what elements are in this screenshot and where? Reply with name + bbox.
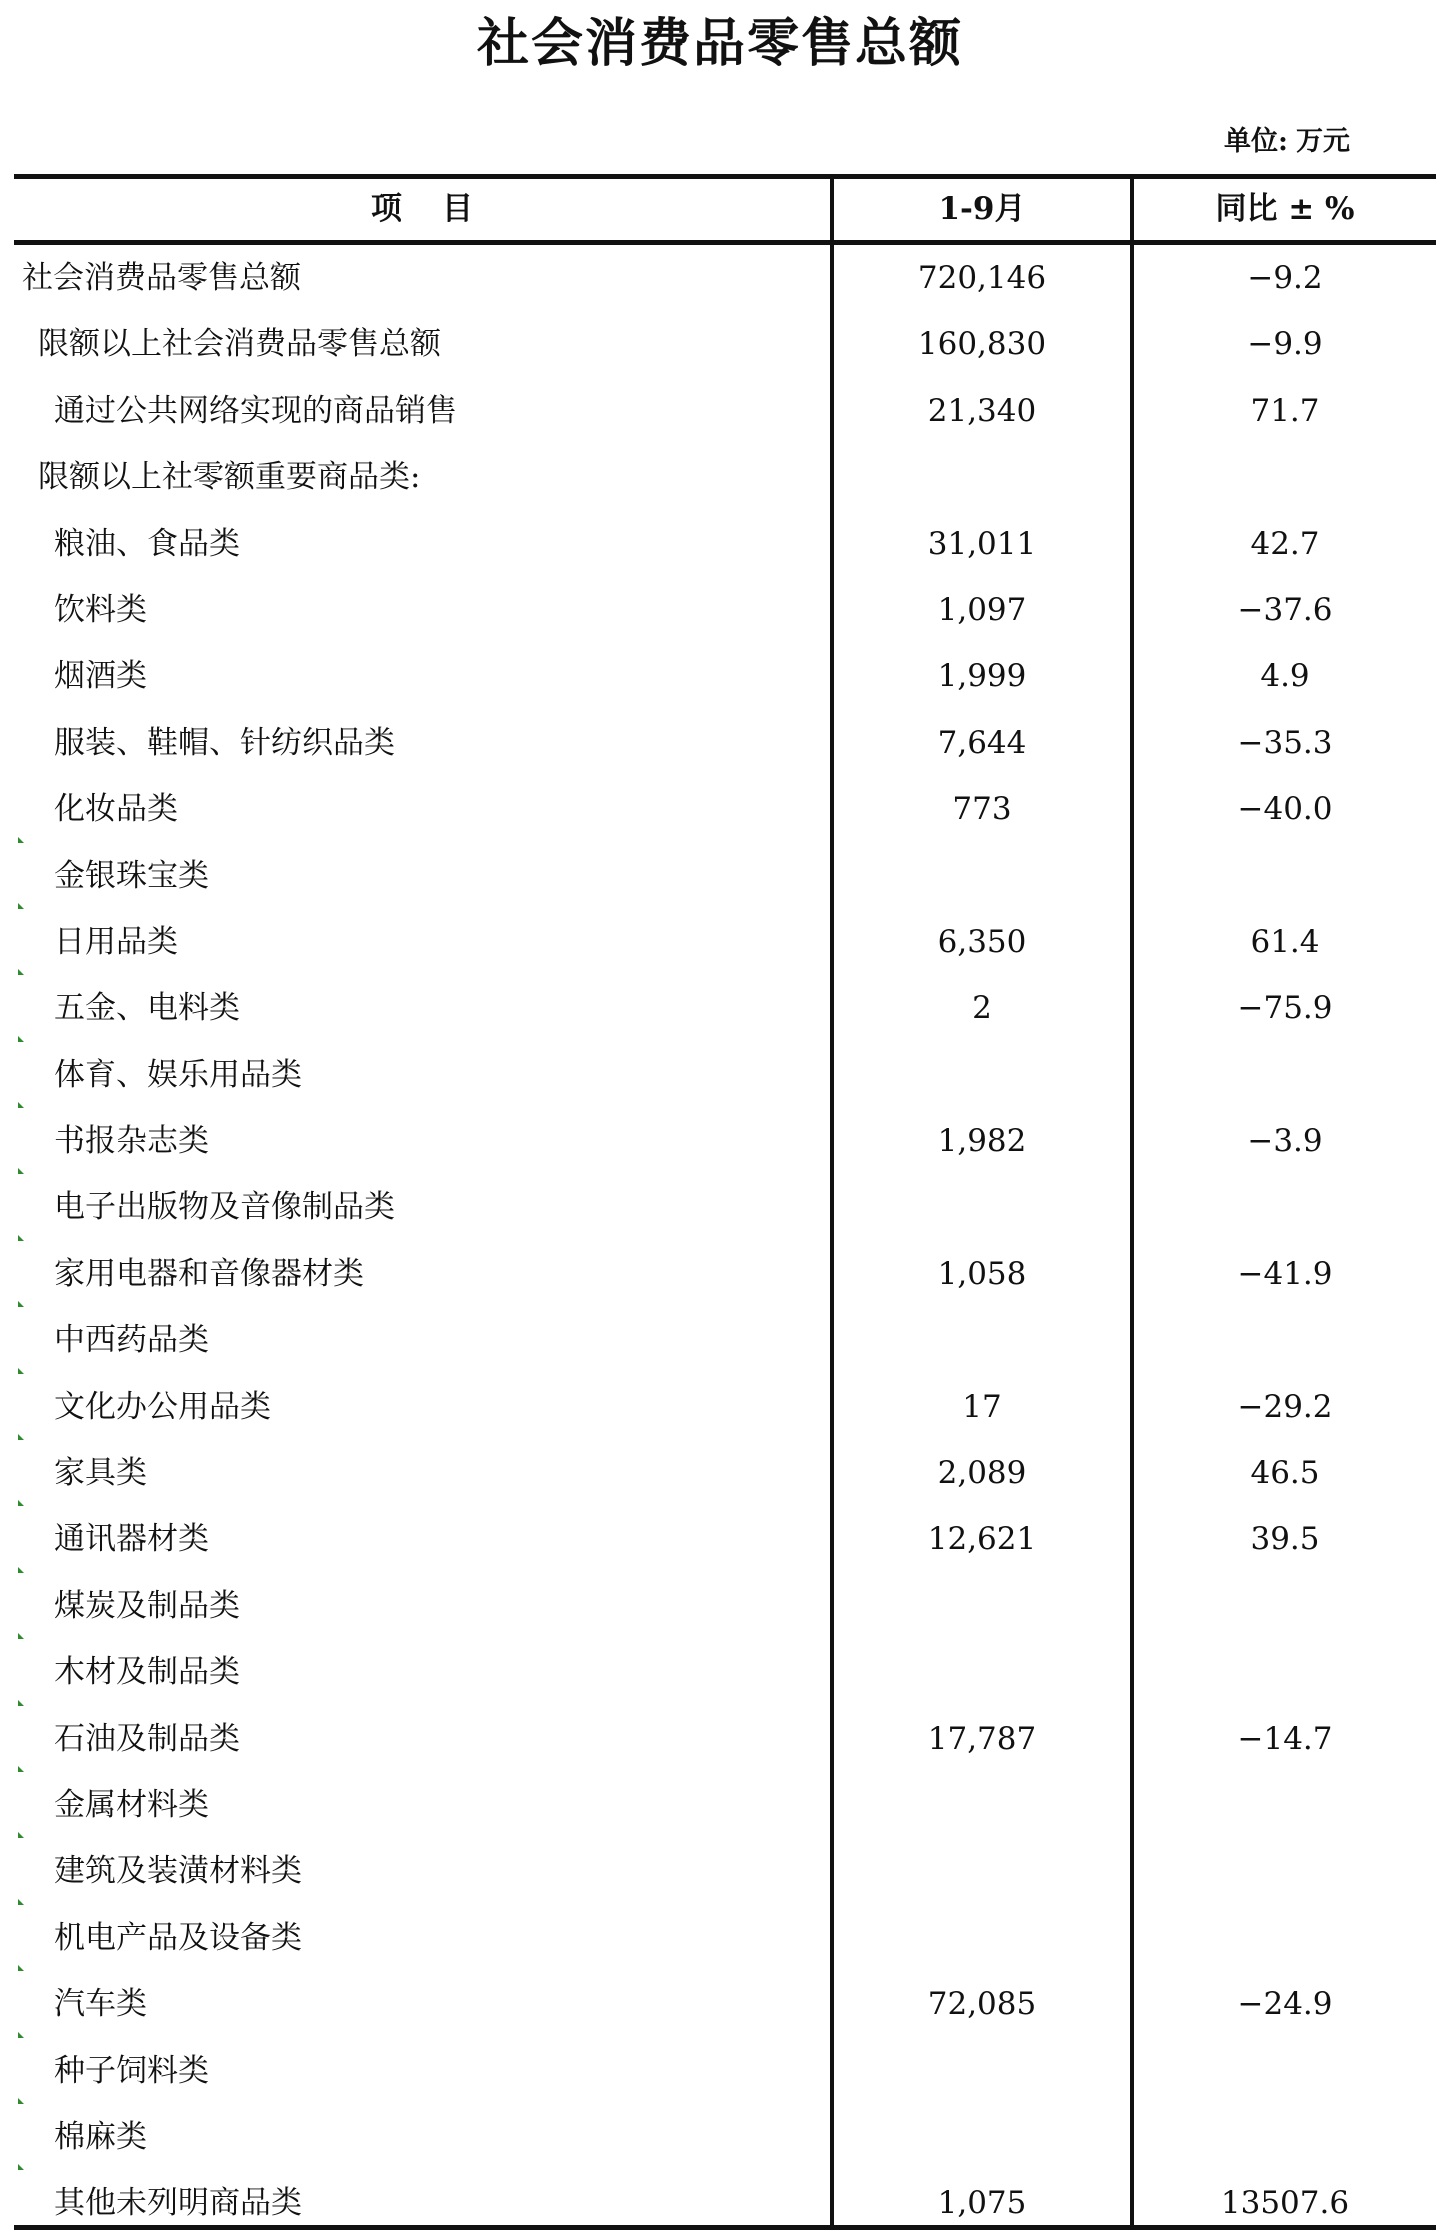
row-period-value: 1,097 [937,591,1027,628]
table-row [14,577,1436,643]
cell-comment-marker-icon [18,1567,24,1573]
row-item-name: 金属材料类 [54,1786,209,1823]
row-yoy-value [1134,1042,1436,1108]
row-yoy-value [1134,1838,1436,1904]
table-header [14,179,1436,245]
row-item-name: 服装、鞋帽、针纺织品类 [54,724,395,761]
row-period-value: 12,621 [927,1521,1037,1558]
row-period-value [834,1573,1130,1639]
table-row [14,1108,1436,1174]
table-row [14,1905,1436,1971]
cell-comment-marker-icon [18,1235,24,1241]
cell-comment-marker-icon [18,837,24,843]
table-row [14,2038,1436,2104]
table-row [14,710,1436,776]
row-yoy-value: −75.9 [1237,990,1333,1027]
row-yoy-value: −3.9 [1247,1123,1323,1160]
table-row [14,511,1436,577]
table-row [14,1440,1436,1506]
row-item-name: 限额以上社零额重要商品类: [38,459,421,496]
cell-comment-marker-icon [18,1899,24,1905]
row-item-name: 体育、娱乐用品类 [54,1056,302,1093]
table-row [14,2104,1436,2170]
row-yoy-value: 61.4 [1250,923,1320,960]
row-item-name: 其他未列明商品类 [54,2185,302,2222]
row-item-name: 烟酒类 [54,658,147,695]
cell-comment-marker-icon [18,1301,24,1307]
row-period-value: 720,146 [917,260,1047,296]
retail-sales-table [14,174,1436,2230]
row-item-name: 电子出版物及音像制品类 [54,1189,395,1226]
row-yoy-value: −14.7 [1237,1720,1333,1757]
row-yoy-value [1134,1639,1436,1705]
unit-value: 万元 [1296,126,1350,157]
table-row [14,909,1436,975]
cell-comment-marker-icon [18,1500,24,1506]
table-row [14,1174,1436,1240]
row-yoy-value: −29.2 [1237,1388,1333,1425]
row-yoy-value [1134,1307,1436,1373]
cell-comment-marker-icon [18,1102,24,1108]
row-item-name: 棉麻类 [54,2118,147,2155]
unit-label: 单位: [1224,126,1288,157]
cell-comment-marker-icon [18,903,24,909]
row-item-name: 限额以上社会消费品零售总额 [38,326,441,363]
row-period-value: 6,350 [937,923,1027,960]
cell-comment-marker-icon [18,1368,24,1374]
row-item-name: 石油及制品类 [54,1720,240,1757]
row-period-value: 2 [972,990,992,1027]
table-row [14,1374,1436,1440]
row-yoy-value: 42.7 [1250,525,1320,562]
row-yoy-value: 13507.6 [1220,2185,1350,2222]
row-period-value [834,2104,1130,2170]
row-period-value: 17,787 [927,1720,1037,1757]
row-yoy-value [1134,1772,1436,1838]
row-period-value [834,444,1130,510]
row-period-value: 72,085 [927,1986,1037,2023]
table-body [14,245,1436,2237]
row-item-name: 木材及制品类 [54,1654,240,1691]
row-yoy-value [1134,1174,1436,1240]
table-row [14,1971,1436,2037]
row-yoy-value [1134,843,1436,909]
table-row [14,1639,1436,1705]
row-item-name: 粮油、食品类 [54,525,240,562]
row-period-value [834,1307,1130,1373]
row-item-name: 家具类 [54,1455,147,1492]
row-item-name: 中西药品类 [54,1322,209,1359]
table-row [14,444,1436,510]
row-yoy-value: −41.9 [1237,1255,1333,1292]
table-row [14,1706,1436,1772]
cell-comment-marker-icon [18,969,24,975]
row-yoy-value [1134,2038,1436,2104]
row-period-value [834,1838,1130,1904]
table-row [14,1573,1436,1639]
row-item-name: 书报杂志类 [54,1123,209,1160]
header-yoy: 同比 ± % [1215,191,1355,227]
row-period-value: 2,089 [937,1455,1027,1492]
row-item-name: 社会消费品零售总额 [22,260,301,296]
row-period-value: 1,982 [937,1123,1027,1160]
row-period-value: 31,011 [927,525,1037,562]
cell-comment-marker-icon [18,1036,24,1042]
row-period-value [834,1905,1130,1971]
row-yoy-value: −37.6 [1237,591,1333,628]
row-period-value: 1,075 [937,2185,1027,2222]
row-yoy-value: −9.9 [1247,326,1323,363]
row-item-name: 建筑及装潢材料类 [54,1853,302,1890]
table-row [14,2170,1436,2236]
row-item-name: 种子饲料类 [54,2052,209,2089]
row-period-value [834,1772,1130,1838]
row-yoy-value: −35.3 [1237,724,1333,761]
header-item-label: 项目 [371,191,513,227]
cell-comment-marker-icon [18,2164,24,2170]
cell-comment-marker-icon [18,1965,24,1971]
unit-note [1224,122,1350,162]
table-row [14,1838,1436,1904]
row-yoy-value: 71.7 [1250,392,1320,429]
table-row [14,245,1436,311]
row-period-value [834,1639,1130,1705]
row-item-name: 家用电器和音像器材类 [54,1255,364,1292]
page-title: 社会消费品零售总额 [476,13,963,74]
row-item-name: 汽车类 [54,1986,147,2023]
row-period-value: 7,644 [937,724,1027,761]
cell-comment-marker-icon [18,1766,24,1772]
row-item-name: 化妆品类 [54,791,178,828]
row-item-name: 通过公共网络实现的商品销售 [54,392,457,429]
row-item-name: 日用品类 [54,923,178,960]
table-row [14,311,1436,377]
row-period-value: 160,830 [917,326,1047,363]
row-period-value: 1,058 [937,1255,1027,1292]
header-item [14,179,830,240]
row-yoy-value: −24.9 [1237,1986,1333,2023]
table-row [14,843,1436,909]
row-period-value [834,2038,1130,2104]
row-item-name: 文化办公用品类 [54,1388,271,1425]
row-yoy-value: 39.5 [1250,1521,1320,1558]
row-period-value: 17 [962,1388,1002,1425]
row-yoy-value [1134,1573,1436,1639]
table-row [14,378,1436,444]
row-item-name: 饮料类 [54,591,147,628]
table-row [14,975,1436,1041]
row-period-value: 1,999 [937,658,1027,695]
table-row [14,1042,1436,1108]
row-period-value: 21,340 [927,392,1037,429]
row-period-value [834,1174,1130,1240]
row-yoy-value [1134,444,1436,510]
cell-comment-marker-icon [18,2098,24,2104]
row-item-name: 煤炭及制品类 [54,1587,240,1624]
row-yoy-value: −9.2 [1247,260,1323,296]
row-yoy-value: 46.5 [1250,1455,1320,1492]
row-yoy-value: 4.9 [1260,658,1310,695]
row-period-value [834,843,1130,909]
cell-comment-marker-icon [18,1168,24,1174]
table-row [14,1241,1436,1307]
row-item-name: 五金、电料类 [54,990,240,1027]
table-row [14,643,1436,709]
table-row [14,776,1436,842]
cell-comment-marker-icon [18,1633,24,1639]
row-period-value: 773 [952,791,1012,828]
row-yoy-value [1134,2104,1436,2170]
header-period: 1-9月 [938,191,1026,227]
row-yoy-value [1134,1905,1436,1971]
cell-comment-marker-icon [18,1832,24,1838]
row-item-name: 机电产品及设备类 [54,1919,302,1956]
table-row [14,1772,1436,1838]
row-period-value [834,1042,1130,1108]
table-row [14,1506,1436,1572]
table-row [14,1307,1436,1373]
cell-comment-marker-icon [18,1700,24,1706]
row-item-name: 金银珠宝类 [54,857,209,894]
cell-comment-marker-icon [18,1434,24,1440]
row-yoy-value: −40.0 [1237,791,1333,828]
row-item-name: 通讯器材类 [54,1521,209,1558]
cell-comment-marker-icon [18,2032,24,2038]
